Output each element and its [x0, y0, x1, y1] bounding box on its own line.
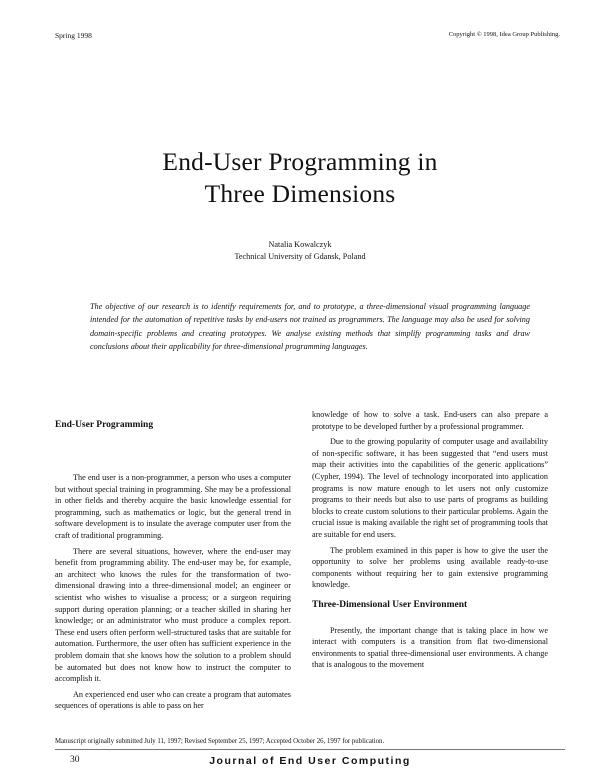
paper-title — [0, 146, 600, 210]
journal-name: Journal of End User Computing — [209, 755, 411, 767]
right-paragraph-3: The problem examined in this paper is how to give the user the opportunity to solve her problems using available ready-to-use components without requiring her to gain extensive programming knowledge. — [312, 545, 548, 590]
running-header-date: Spring 1998 — [55, 31, 92, 40]
author-block — [0, 239, 600, 263]
left-column — [55, 420, 291, 712]
left-paragraph-1: The end user is a non-programmer, a person who uses a computer but without special training in programming. She may be a professional in other fields and thereby acquire the basic knowledge essential for programming, such as mathematics or logic, but the general trend in software development is to insulate the average computer user from the craft of traditional programming. — [55, 473, 291, 540]
footer-divider — [55, 749, 565, 750]
author-name: Natalia Kowalczyk — [268, 240, 332, 249]
running-header-copyright: Copyright © 1998, Idea Group Publishing. — [448, 31, 560, 38]
right-paragraph-1: knowledge of how to solve a task. End-users can also prepare a prototype to be developed further by a professional programmer. — [312, 410, 548, 431]
left-paragraph-2: There are several situations, however, where the end-user may benefit from programming ability. The end-user may be, for example, an architect who knows the rules for the transformation of two-dimensional drawing into a three-dimensional model; an engineer or scientist who wishes to visualise a process; or a surgeon requiring support during operation planning; or a teacher skilled in sharing her knowledge; or an administrator who must produce a complex report. These end users often perform well-structured tasks that are suitable for automation. Furthermore, the user often has sufficient experience in the problem domain that she knows how the solution to a problem should be automated but does not know how to instruct the computer to accomplish it. — [55, 546, 291, 684]
page-number: 30 — [70, 755, 80, 765]
section-heading-three-dimensional-user-environment: Three-Dimensional User Environment — [312, 599, 468, 610]
title-line-2: Three Dimensions — [204, 179, 396, 208]
author-affiliation: Technical University of Gdansk, Poland — [234, 252, 366, 261]
manuscript-footnote: Manuscript originally submitted July 11, 1997; Revised September 25, 1997; Accepted October 26, 1997 for publication. — [55, 738, 385, 745]
right-paragraph-4: Presently, the important change that is taking place in how we interact with computers is a transition from flat two-dimensional environments to spatial three-dimensional user environments. A change that is analogous to the movement — [312, 625, 548, 670]
abstract-text: The objective of our research is to identify requirements for, and to prototype, a three-dimensional visual programming language intended for the automation of repetitive tasks by end-users not trained as programmers. The language may also be used for solving domain-specific problems and creating prototypes. We analyse existing methods that simplify programming tasks and draw conclusions about their applicability for three-dimensional programming languages. — [90, 302, 530, 352]
left-paragraph-3: An experienced end user who can create a program that automates sequences of operations is able to pass on her — [55, 689, 291, 711]
title-line-1: End-User Programming in — [162, 147, 438, 176]
right-paragraph-2: Due to the growing popularity of computer usage and availability of non-specific software, it has been suggested that “end users must map their activities into the capabilities of the generic applications” (Cypher, 1994). The level of technology incorporated into application programs is now mature enough to let users not only customize programs to their needs but also to use parts of programs as building blocks to create custom solutions to their particular problems. Again the crucial issue is making available the right set of programming tools that are suitable for end users. — [312, 437, 548, 539]
abstract — [90, 300, 530, 354]
right-column — [312, 409, 548, 671]
section-heading-end-user-programming: End-User Programming — [55, 420, 154, 430]
